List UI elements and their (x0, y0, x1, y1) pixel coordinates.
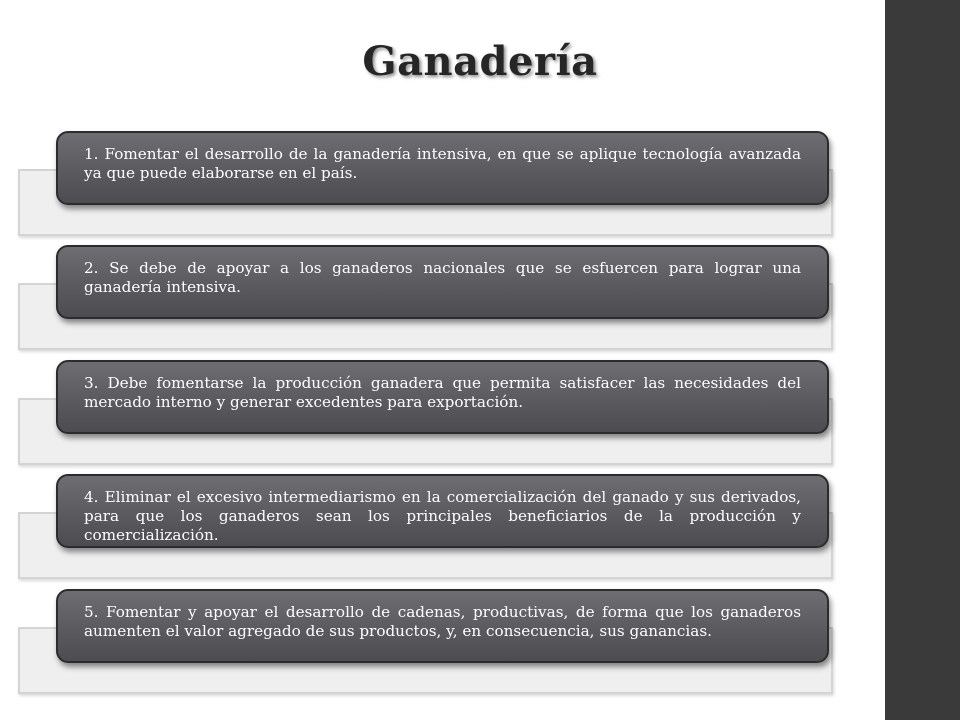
list-item-card (56, 589, 829, 663)
list-item-text: 2. Se debe de apoyar a los ganaderos nacionales que se esfuercen para lograr una ganadería intensiva. (84, 259, 801, 296)
list-item-text: 5. Fomentar y apoyar el desarrollo de cadenas, productivas, de forma que los ganaderos aumenten el valor agregado de sus productos, y, en consecuencia, sus ganancias. (84, 603, 801, 640)
side-bar (885, 0, 960, 720)
slide-title: Ganadería (362, 38, 598, 85)
list-item-card (56, 131, 829, 205)
list-item-3 (18, 358, 831, 463)
list-item-card (56, 360, 829, 434)
list-item-5 (18, 587, 831, 692)
list-item-1 (18, 129, 831, 234)
list-item-2 (18, 243, 831, 348)
list-item-text: 4. Eliminar el excesivo intermediarismo en la comercialización del ganado y sus derivados, para que los ganaderos sean los principales beneficiarios de la producción y comercialización. (84, 488, 801, 544)
list-item-card (56, 474, 829, 548)
list-item-4 (18, 472, 831, 577)
list-item-card (56, 245, 829, 319)
list-item-text: 1. Fomentar el desarrollo de la ganadería intensiva, en que se aplique tecnología avanzada ya que puede elaborarse en el país. (84, 145, 801, 182)
list-item-text: 3. Debe fomentarse la producción ganadera que permita satisfacer las necesidades del mercado interno y generar excedentes para exportación. (84, 374, 801, 411)
